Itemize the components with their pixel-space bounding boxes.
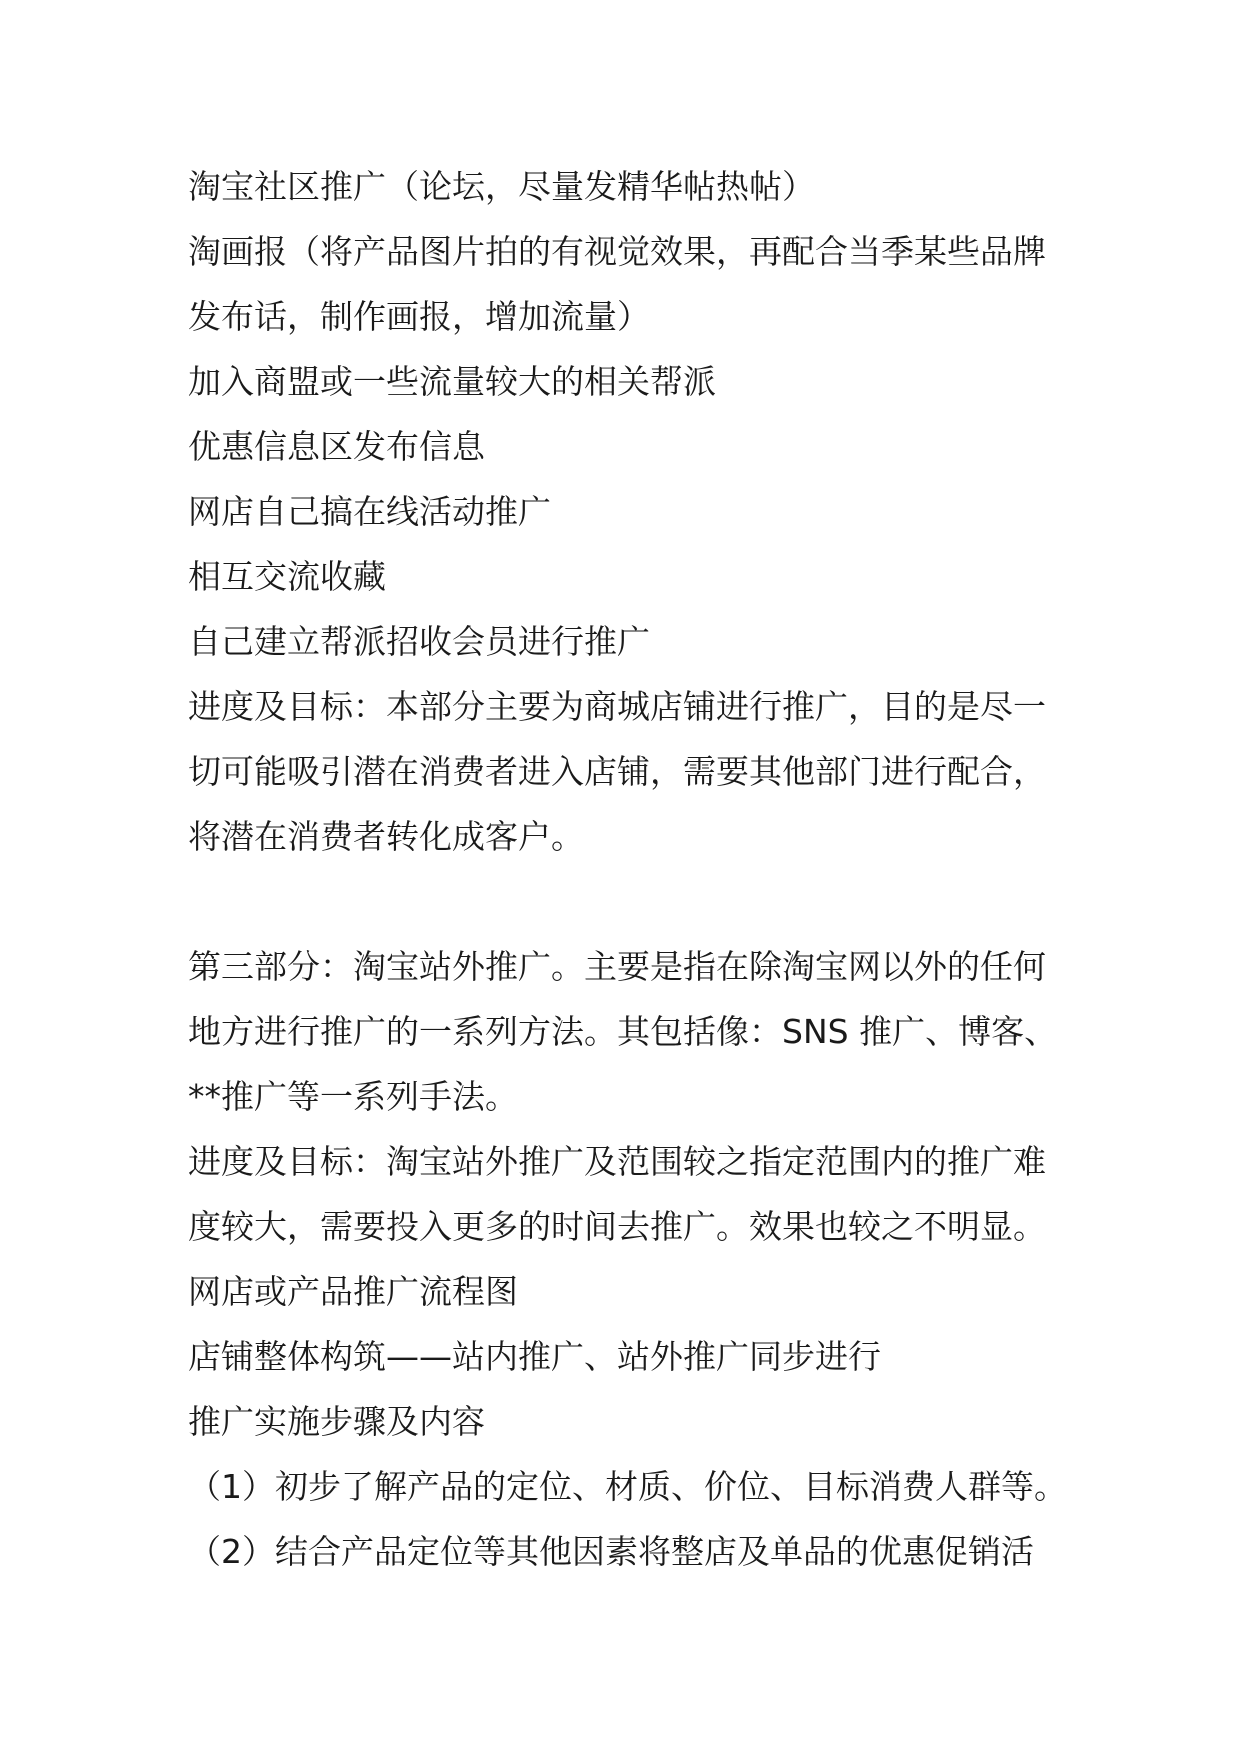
paragraph-build-faction: 自己建立帮派招收会员进行推广 bbox=[188, 622, 650, 661]
paragraph-store-construction: 店铺整体构筑——站内推广、站外推广同步进行 bbox=[188, 1337, 881, 1376]
paragraph-exchange-favorites: 相互交流收藏 bbox=[188, 557, 386, 596]
paragraph-progress-goal-1: 进度及目标：本部分主要为商城店铺进行推广，目的是尽一切可能吸引潜在消费者进入店铺，需要其他部门进行配合，将潜在消费者转化成客户。 bbox=[188, 687, 1046, 856]
paragraph-implementation-steps: 推广实施步骤及内容 bbox=[188, 1402, 485, 1441]
paragraph-taohuabao: 淘画报（将产品图片拍的有视觉效果，再配合当季某些品牌发布话，制作画报，增加流量） bbox=[188, 232, 1046, 336]
document-body bbox=[188, 154, 1068, 1584]
paragraph-taobao-community: 淘宝社区推广（论坛，尽量发精华帖热帖） bbox=[188, 167, 815, 206]
paragraph-join-alliance: 加入商盟或一些流量较大的相关帮派 bbox=[188, 362, 716, 401]
paragraph-discount-info: 优惠信息区发布信息 bbox=[188, 427, 485, 466]
paragraph-flowchart-heading: 网店或产品推广流程图 bbox=[188, 1272, 518, 1311]
paragraph-step-1: （1）初步了解产品的定位、材质、价位、目标消费人群等。 bbox=[188, 1467, 1067, 1506]
paragraph-step-2: （2）结合产品定位等其他因素将整店及单品的优惠促销活 bbox=[188, 1532, 1034, 1571]
paragraph-online-activity: 网店自己搞在线活动推广 bbox=[188, 492, 551, 531]
paragraph-spacer bbox=[188, 869, 1068, 934]
paragraph-part-three: 第三部分：淘宝站外推广。主要是指在除淘宝网以外的任何地方进行推广的一系列方法。其包括像：SNS 推广、博客、**推广等一系列手法。 bbox=[188, 947, 1058, 1116]
paragraph-progress-goal-2: 进度及目标：淘宝站外推广及范围较之指定范围内的推广难度较大，需要投入更多的时间去推广。效果也较之不明显。 bbox=[188, 1142, 1046, 1246]
